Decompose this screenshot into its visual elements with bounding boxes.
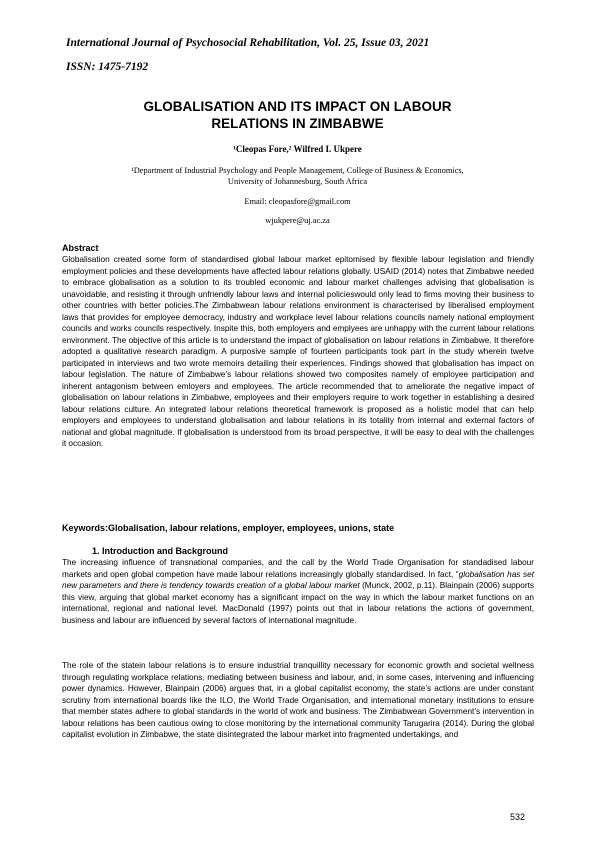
page-number: 532 bbox=[509, 812, 525, 822]
journal-header: International Journal of Psychosocial Rehabilitation, Vol. 25, Issue 03, 2021 bbox=[66, 37, 430, 49]
paper-title bbox=[60, 98, 535, 132]
intro-p1-text-b: (Munck, 2002, p.11). Blainpain (2006) supports this view, arguing that global market economy has a significant impact on the way in which the labour market functions on an international, regional and national level. MacDonald (1997) points out that in labour relations the actions of government, business and labour are influenced by several factors of international magnitude. bbox=[62, 581, 535, 625]
intro-paragraph-1 bbox=[62, 557, 534, 626]
keywords: Keywords:Globalisation, labour relations, employer, employees, unions, state bbox=[62, 523, 395, 533]
authors: ¹Cleopas Fore,² Wilfred I. Ukpere bbox=[233, 144, 362, 154]
affiliation bbox=[80, 165, 515, 187]
intro-paragraph-2: The role of the statein labour relations is to ensure industrial tranquillity necessary for economic growth and societal wellness through regulating workplace relations, mediating between business and labour, and, in some cases, intervening and influencing power dynamics. However, Blainpain (2006) argues that, in a global capitalist economy, the state’s actions are under constant scrutiny from international boards like the ILO, the World Trade Organisation, and international monetary institutions to ensure that member states adhere to global standards in the world of work and business. The Zimbabwean Government’s intervention in labour relations has been cautious owing to close monitoring by the international community Tarugarira (2014). During the global capitalist evolution in Zimbabwe, the state disintegrated the labour market into fragmented undertakings, and bbox=[62, 661, 534, 739]
title-line-2: RELATIONS IN ZIMBABWE bbox=[211, 116, 384, 131]
intro-p1-text-a: The increasing influence of transnational companies, and the call by the World Trade Organisation for standadised labour markets and open global competion have made labour relations increasingly globally standardised. In fact, “ bbox=[62, 558, 534, 579]
issn-header: ISSN: 1475-7192 bbox=[66, 61, 149, 73]
abstract-heading: Abstract bbox=[62, 243, 99, 253]
affiliation-line-1: ¹Department of Industrial Psychology and People Management, College of Business & Economics, bbox=[131, 166, 464, 175]
title-line-1: GLOBALISATION AND ITS IMPACT ON LABOUR bbox=[143, 99, 452, 114]
email-2: wjukpere@uj.ac.za bbox=[265, 216, 330, 225]
abstract-text: Globalisation created some form of standardised global labour market epitomised by flexible labour legislation and friendly employment policies and these developments have affected labour relations globally. USAID (2014) notes that Zimbabwe needed to embrace globalisation as a solution to its troubled economic and labour market challenges advising that globalisation is unavoidable, and resisting it through unfriendly labour laws and internal policieswould only lead to firms moving their business to other countries with better policies.The Zimbabwean labour relations environment is characterised by liberalised employment laws that provides for employee democracy, industry and workplace level labour relations councils namely national employment councils and works councils respectively. Inspite this, both employers and emplyees are unhappy with the current labour relations environment. The objective of this article is to understand the impact of globalisation on labour relations in Zimbabwe. It therefore adopted a qualitative research paradigm. A purposive sample of fourteen participants took part in the study wherein twelve participated in interviews and two wrote memoirs detailing their experiences. Findings showed that globalisation has impact on labour legislation. The nature of Zimbabwe’s labour relations showed two composites namely of employee participation and inherent antagonism between emloyers and employees. The article recommended that to ameliorate the negative impact of globalisation on labour relations in Zimbabwe, employees and their employers require to work together in establishing a desired labour relations culture. An integrated labour relations theoretical framework is proposed as a holistic model that can help employers and employees to understand globalisation and labour relations in its totality from internal and external factors of national and global magnitude. If globalisation is understood from its broad perspective, it will be easy to deal with the challenges it occasion. bbox=[62, 255, 534, 448]
email-1: Email: cleopasfore@gmail.com bbox=[244, 197, 351, 206]
section-heading-introduction: 1. Introduction and Background bbox=[92, 546, 229, 556]
intro-p1-quote: globalisation has set new parameters and there is tendency towards creation of a global labour market bbox=[62, 569, 534, 590]
affiliation-line-2: University of Johannesburg, South Africa bbox=[227, 177, 368, 186]
